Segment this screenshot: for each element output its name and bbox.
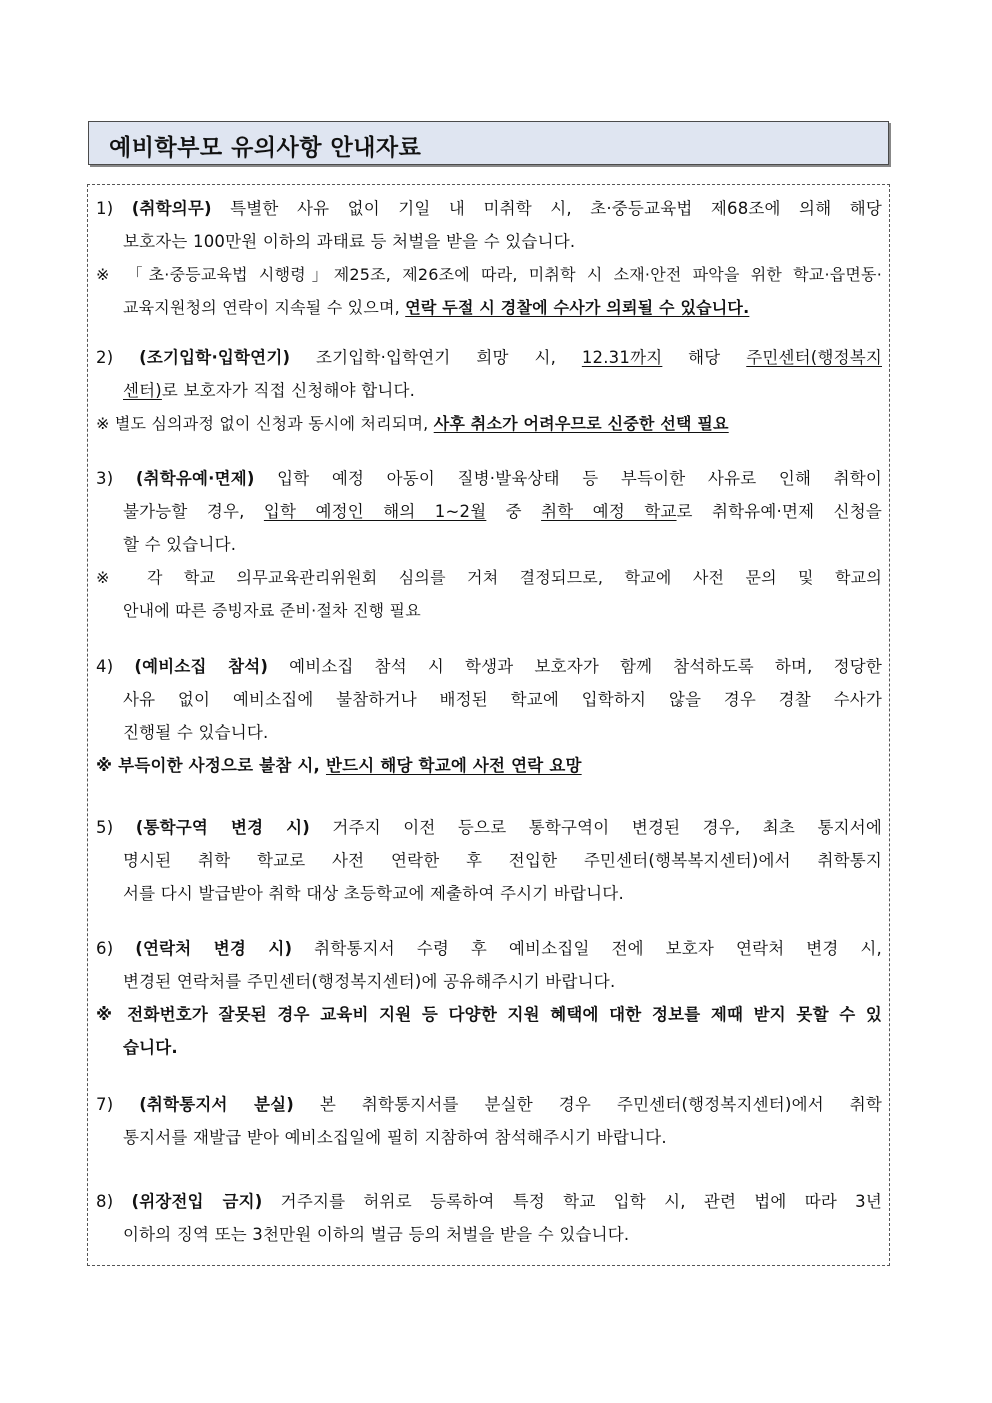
item-3-line-2: 불가능할 경우, 입학 예정인 해의 1~2월 중 취학 예정 학교로 취학유예·면제 신청을 [123,502,882,521]
item-5-line-2: 명시된 취학 학교로 사전 연락한 후 전입한 주민센터(행복복지센터)에서 취학통지 [123,851,882,870]
title-box [88,121,889,165]
item-4-line-2: 사유 없이 예비소집에 불참하거나 배정된 학교에 입학하지 않을 경우 경찰 수사가 [123,690,882,709]
item-5-line-1: 5) (통학구역 변경 시) 거주지 이전 등으로 통학구역이 변경된 경우, 최초 통지서에 [96,818,882,837]
item-4 [96,650,882,782]
page-title: 예비학부모 유의사항 안내자료 [109,135,422,161]
item-6-note-2: 습니다. [123,1038,178,1057]
item-7-line-1: 7) (취학통지서 분실) 본 취학통지서를 분실한 경우 주민센터(행정복지센터)에서 취학 [96,1095,882,1114]
item-7-line-2: 통지서를 재발급 받아 예비소집일에 필히 지참하여 참석해주시기 바랍니다. [123,1128,667,1147]
item-2-line-1: 2) (조기입학·입학연기) 조기입학·입학연기 희망 시, 12.31까지 해당 주민센터(행정복지 [96,348,882,367]
item-6-line-1: 6) (연락처 변경 시) 취학통지서 수령 후 예비소집일 전에 보호자 연락처 변경 시, [96,939,882,958]
item-2 [96,341,882,440]
item-1-line-2: 보호자는 100만원 이하의 과태료 등 처벌을 받을 수 있습니다. [123,232,576,251]
item-3 [96,462,882,627]
item-7 [96,1088,882,1154]
item-1-note-2: 교육지원청의 연락이 지속될 수 있으며, 연락 두절 시 경찰에 수사가 의뢰될 수 있습니다. [123,298,750,317]
item-6 [96,932,882,1064]
item-4-line-1: 4) (예비소집 참석) 예비소집 참석 시 학생과 보호자가 함께 참석하도록 하며, 정당한 [96,657,882,676]
item-3-note-1: ※ 각 학교 의무교육관리위원회 심의를 거쳐 결정되므로, 학교에 사전 문의 및 학교의 [96,568,882,587]
item-6-line-2: 변경된 연락처를 주민센터(행정복지센터)에 공유해주시기 바랍니다. [123,972,616,991]
item-3-note-2: 안내에 따른 증빙자료 준비·절차 진행 필요 [123,601,421,620]
item-4-note-1: ※ 부득이한 사정으로 불참 시, 반드시 해당 학교에 사전 연락 요망 [96,756,582,775]
item-2-line-2: 센터)로 보호자가 직접 신청해야 합니다. [123,381,416,400]
item-8 [96,1185,882,1251]
item-8-line-2: 이하의 징역 또는 3천만원 이하의 벌금 등의 처벌을 받을 수 있습니다. [123,1225,630,1244]
item-5-line-3: 서를 다시 발급받아 취학 대상 초등학교에 제출하여 주시기 바랍니다. [123,884,624,903]
item-1-note-1: ※ 「초·중등교육법 시행령」제25조, 제26조에 따라, 미취학 시 소재·안전 파악을 위한 학교·읍면동· [96,265,882,284]
item-3-line-3: 할 수 있습니다. [123,535,237,554]
item-8-line-1: 8) (위장전입 금지) 거주지를 허위로 등록하여 특정 학교 입학 시, 관련 법에 따라 3년 [96,1192,882,1211]
item-1 [96,192,882,324]
item-6-note-1: ※ 전화번호가 잘못된 경우 교육비 지원 등 다양한 지원 혜택에 대한 정보를 제때 받지 못할 수 있 [96,1005,882,1024]
item-1-line-1: 1) (취학의무) 특별한 사유 없이 기일 내 미취학 시, 초·중등교육법 제68조에 의해 해당 [96,199,882,218]
item-2-note-1: ※ 별도 심의과정 없이 신청과 동시에 처리되며, 사후 취소가 어려우므로 신중한 선택 필요 [96,414,729,433]
item-5 [96,811,882,910]
item-3-line-1: 3) (취학유예·면제) 입학 예정 아동이 질병·발육상태 등 부득이한 사유로 인해 취학이 [96,469,882,488]
item-4-line-3: 진행될 수 있습니다. [123,723,269,742]
